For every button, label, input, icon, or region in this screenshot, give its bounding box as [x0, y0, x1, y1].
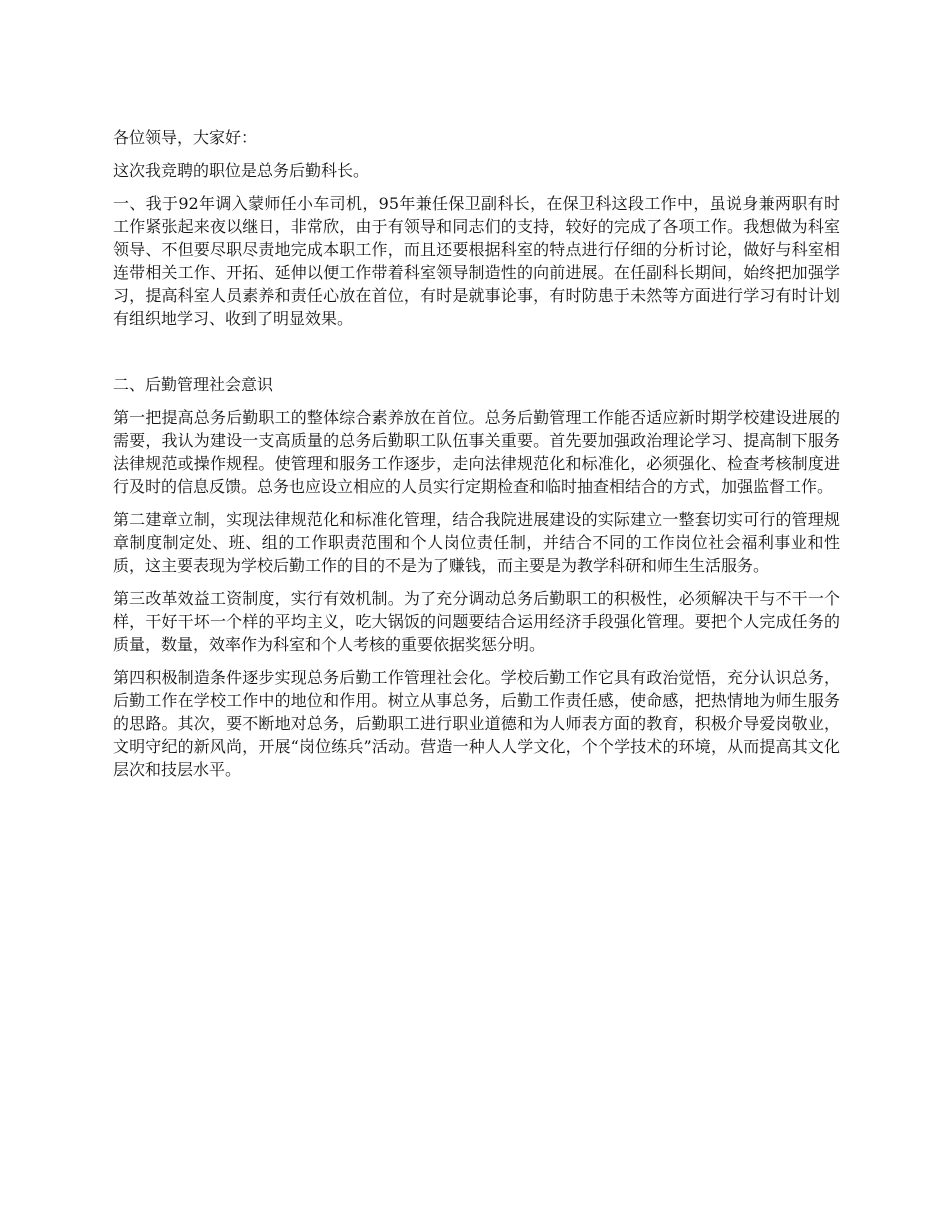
- paragraph-3: 第二建章立制，实现法律规范化和标准化管理，结合我院进展建设的实际建立一整套切实可行的管理规章制度制定处、班、组的工作职责范围和个人岗位责任制，并结合不同的工作岗位社会福利事业和性质，这主要表现为学校后勤工作的目的不是为了赚钱，而主要是为教学科研和师生生活服务。: [113, 510, 840, 575]
- paragraph-5: 第四积极制造条件逐步实现总务后勤工作管理社会化。学校后勤工作它具有政治觉悟，充分认识总务，后勤工作在学校工作中的地位和作用。树立从事总务，后勤工作责任感，使命感，把热情地为师生服务的思路。其次，要不断地对总务，后勤职工进行职业道德和为人师表方面的教育，积极介导爱岗敬业，文明守纪的新风尚，开展“岗位练兵”活动。营造一种人人学文化，个个学技术的环境，从而提高其文化层次和技层水平。: [113, 668, 840, 779]
- intro-paragraph: 这次我竞聘的职位是总务后勤科长。: [113, 161, 370, 180]
- section-heading-2: 二、后勤管理社会意识: [113, 375, 274, 394]
- document-body: [113, 126, 840, 791]
- paragraph-2: 第一把提高总务后勤职工的整体综合素养放在首位。总务后勤管理工作能否适应新时期学校建设进展的需要，我认为建设一支高质量的总务后勤职工队伍事关重要。首先要加强政治理论学习、提高制下服务法律规范或操作规程。使管理和服务工作逐步，走向法律规范化和标准化，必须强化、检查考核制度进行及时的信息反馈。总务也应设立相应的人员实行定期检查和临时抽查相结合的方式，加强监督工作。: [113, 408, 840, 496]
- paragraph-1: 一、我于92年调入蒙师任小车司机，95年兼任保卫副科长，在保卫科这段工作中，虽说身兼两职有时工作紧张起来夜以继日，非常欣，由于有领导和同志们的支持，较好的完成了各项工作。我想做为科室领导、不但要尽职尽责地完成本职工作，而且还要根据科室的特点进行仔细的分析讨论，做好与科室相连带相关工作、开拓、延伸以便工作带着科室领导制造性的向前进展。在任副科长期间，始终把加强学习，提高科室人员素养和责任心放在首位，有时是就事论事，有时防患于未然等方面进行学习有时计划有组织地学习、收到了明显效果。: [113, 194, 840, 328]
- greeting: 各位领导，大家好：: [113, 128, 258, 147]
- paragraph-4: 第三改革效益工资制度，实行有效机制。为了充分调动总务后勤职工的积极性，必须解决干与不干一个样，干好干坏一个样的平均主义，吃大锅饭的问题要结合运用经济手段强化管理。要把个人完成任务的质量，数量，效率作为科室和个人考核的重要依据奖惩分明。: [113, 589, 840, 654]
